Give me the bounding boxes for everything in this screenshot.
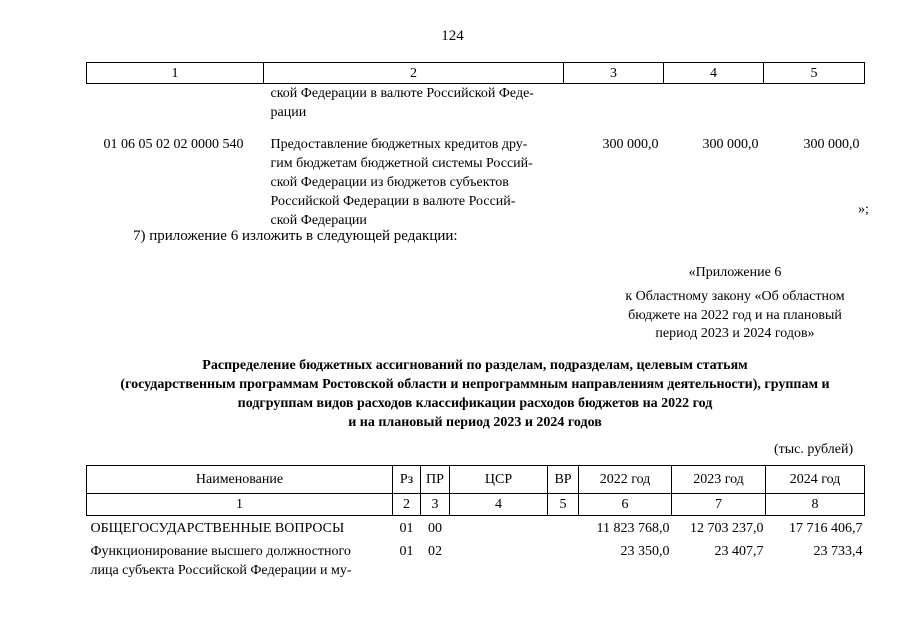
rz-cell: 01: [399, 521, 414, 536]
budget-code: 01 06 05 02 02 0000 540: [103, 137, 244, 152]
pr-cell: 00: [428, 521, 442, 536]
row-name-line: Предоставление бюджетных кредитов дру-: [270, 137, 528, 152]
column-number-row: [87, 494, 865, 516]
value-2023: 300 000,0: [702, 137, 759, 152]
rz-cell: 01: [399, 544, 414, 559]
row-name-line: лица субъекта Российской Федерации и му-: [90, 563, 352, 578]
column-number: 1: [87, 494, 393, 516]
appendix-line: период 2023 и 2024 годов»: [655, 326, 815, 341]
column-number: 2: [393, 494, 421, 516]
column-header: ВР: [548, 466, 579, 494]
value-2022: 11 823 768,0: [596, 521, 670, 536]
continuation-text: рации: [270, 105, 307, 120]
table-row: [87, 84, 865, 123]
heading-line: подгруппам видов расходов классификации расходов бюджетов на 2022 год: [237, 396, 713, 411]
value-2024: 23 733,4: [813, 544, 863, 559]
csr-cell: [450, 516, 548, 539]
table-header-row: [87, 63, 865, 84]
value-2024: 300 000,0: [803, 137, 860, 152]
column-number: 7: [672, 494, 766, 516]
sources-table: [86, 62, 865, 230]
column-number: 3: [421, 494, 450, 516]
heading-line: (государственным программам Ростовской области и непрограммным направлениям деятельности), группам и: [120, 377, 830, 392]
row-name: ОБЩЕГОСУДАРСТВЕННЫЕ ВОПРОСЫ: [90, 521, 345, 536]
column-header: ПР: [421, 466, 450, 494]
column-header: 2022 год: [579, 466, 672, 494]
row-name-line: ской Федерации: [270, 213, 367, 228]
column-header: 2024 год: [766, 466, 865, 494]
heading-line: Распределение бюджетных ассигнований по разделам, подразделам, целевым статьям: [202, 358, 748, 373]
column-header: 5: [764, 63, 865, 84]
table-row: [87, 538, 865, 580]
document-heading: [60, 356, 890, 432]
value-2023: 12 703 237,0: [690, 521, 764, 536]
appendix-line: к Областному закону «Об областном: [625, 289, 845, 304]
column-header: 2023 год: [672, 466, 766, 494]
units-label: (тыс. рублей): [774, 442, 854, 457]
column-header: Рз: [393, 466, 421, 494]
csr-cell: [450, 538, 548, 580]
vr-cell: [548, 538, 579, 580]
closing-quote: »;: [858, 202, 869, 217]
allocations-table: [86, 465, 865, 580]
table-row: [87, 516, 865, 539]
value-2022: 300 000,0: [602, 137, 659, 152]
value-2023: 23 407,7: [714, 544, 764, 559]
table-header-row: [87, 466, 865, 494]
column-number: 4: [450, 494, 548, 516]
appendix-line: бюджете на 2022 год и на плановый: [628, 308, 842, 323]
column-header: 4: [664, 63, 764, 84]
heading-line: и на плановый период 2023 и 2024 годов: [348, 415, 602, 430]
table-row: [87, 122, 865, 230]
value-2022: 23 350,0: [620, 544, 670, 559]
column-header: ЦСР: [450, 466, 548, 494]
page-number: 124: [441, 28, 464, 44]
row-name-line: Функционирование высшего должностного: [90, 544, 351, 559]
appendix-title: «Приложение 6: [688, 265, 782, 280]
column-number: 8: [766, 494, 865, 516]
column-number: 5: [548, 494, 579, 516]
column-number: 6: [579, 494, 672, 516]
amendment-text: 7) приложение 6 изложить в следующей редакции:: [133, 228, 458, 244]
row-name-line: гим бюджетам бюджетной системы Россий-: [270, 156, 533, 171]
column-header: 2: [264, 63, 564, 84]
value-2024: 17 716 406,7: [789, 521, 863, 536]
vr-cell: [548, 516, 579, 539]
continuation-text: ской Федерации в валюте Российской Феде-: [270, 86, 534, 101]
row-name-line: ской Федерации из бюджетов субъектов: [270, 175, 509, 190]
column-header: 3: [564, 63, 664, 84]
row-name-line: Российской Федерации в валюте Россий-: [270, 194, 516, 209]
column-header: 1: [87, 63, 264, 84]
column-header: Наименование: [87, 466, 393, 494]
pr-cell: 02: [428, 544, 442, 559]
